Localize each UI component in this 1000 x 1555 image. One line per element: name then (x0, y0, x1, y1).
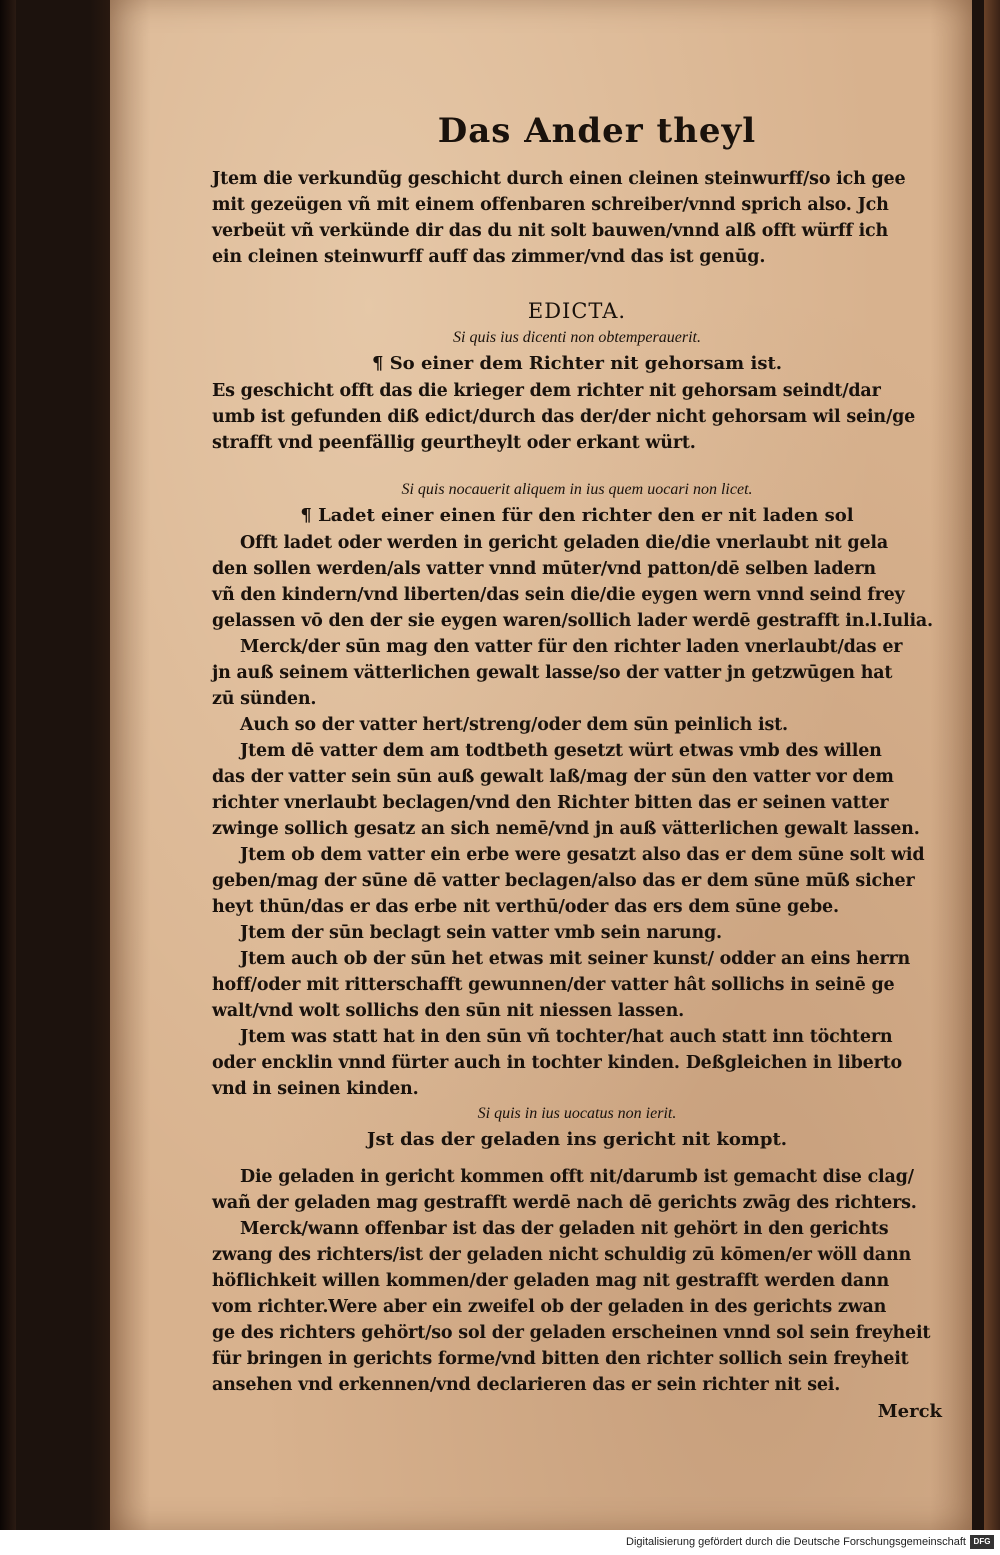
section-title: EDICTA. (527, 299, 627, 323)
footer-bar (0, 1530, 1000, 1555)
book-edge-right (984, 0, 1000, 1530)
text-line: Jtem der sūn beclagt sein vatter vmb sein narung. (240, 923, 722, 943)
book-edge-left (0, 0, 16, 1530)
text-line: heyt thūn/das er das erbe nit verthū/oder das ers dem sūne gebe. (212, 897, 839, 917)
text-line: Es geschicht offt das die krieger dem richter nit gehorsam seindt/dar (212, 381, 881, 401)
text-line: geben/mag der sūne dē vatter beclagen/also das er dem sūne mūß sicher (212, 871, 915, 891)
text-line: ge des richters gehört/so sol der geladen erscheinen vnnd sol sein freyheit (212, 1323, 931, 1343)
catchword: Merck (877, 1401, 942, 1422)
text-line: höflichkeit willen kommen/der geladen mag nit gestrafft werden dann (212, 1271, 890, 1291)
section-2-body (212, 530, 942, 1102)
section-1-body (212, 378, 942, 456)
text-line: Jtem ob dem vatter ein erbe were gesatzt also das er dem sūne solt wid (240, 845, 925, 865)
text-line: Merck/der sūn mag den vatter für den richter laden vnerlaubt/das er (240, 637, 903, 657)
text-line: den sollen werden/als vatter vnnd mūter/vnd patton/dē selben ladern (212, 559, 876, 579)
text-line: vñ den kindern/vnd liberten/das sein die/die eygen wern vnnd seind frey (212, 585, 905, 605)
german-heading-2: ¶ Ladet einer einen für den richter den er nit laden sol (300, 505, 854, 526)
text-line: mit gezeügen vñ mit einem offenbaren schreiber/vnnd sprich also. Jch (212, 195, 889, 215)
text-line: ein cleinen steinwurff auff das zimmer/vnd das ist genūg. (212, 247, 766, 267)
spacer (212, 1154, 942, 1164)
text-line: umb ist gefunden diß edict/durch das der/der nicht gehorsam wil sein/ge (212, 407, 916, 427)
text-line: hoff/oder mit ritterschafft gewunnen/der vatter hât sollichs in seinē ge (212, 975, 895, 995)
spacer (212, 456, 942, 478)
text-line: zwang des richters/ist der geladen nicht schuldig zū kōmen/er wöll dann (212, 1245, 911, 1265)
text-line: für bringen in gerichts forme/vnd bitten den richter sollich sein freyheit (212, 1349, 909, 1369)
german-heading-1: ¶ So einer dem Richter nit gehorsam ist. (371, 353, 783, 374)
running-head: Das Ander theyl (437, 111, 757, 151)
text-line: gelassen vō den der sie eygen waren/sollich lader werdē gestrafft in.l.Iulia. (212, 611, 933, 631)
text-line: Jtem auch ob der sūn het etwas mit seiner kunst/ odder an eins herrn (240, 949, 911, 969)
text-line: Die geladen in gericht kommen offt nit/darumb ist gemacht dise clag/ (240, 1167, 914, 1187)
text-line: jn auß seinem vätterlichen gewalt lasse/so der vatter jn getzwūgen hat (212, 663, 893, 683)
page-text (212, 110, 942, 1426)
text-line: ansehen vnd erkennen/vnd declarieren das er sein richter nit sei. (212, 1375, 841, 1395)
text-line: Merck/wann offenbar ist das der geladen nit gehört in den gerichts (240, 1219, 889, 1239)
text-line: strafft vnd peenfällig geurtheylt oder erkant würt. (212, 433, 696, 453)
footer-credit: Digitalisierung gefördert durch die Deutsche Forschungsgemeinschaft (626, 1536, 966, 1548)
text-line: Jtem dē vatter dem am todtbeth gesetzt würt etwas vmb des willen (240, 741, 882, 761)
text-line: vnd in seinen kinden. (212, 1079, 419, 1099)
text-line: verbeüt vñ verkünde dir das du nit solt bauwen/vnnd alß offt würff ich (212, 221, 889, 241)
text-line: Jtem die verkundũg geschicht durch einen cleinen steinwurff/so ich gee (212, 169, 906, 189)
text-line: das der vatter sein sūn auß gewalt laß/mag der sūn den vatter vor dem (212, 767, 894, 787)
german-heading-3: Jst das der geladen ins gericht nit kompt. (366, 1129, 788, 1150)
latin-rubric-3: Si quis in ius uocatus non ierit. (477, 1105, 677, 1122)
text-line: Jtem was statt hat in den sūn vñ tochter/hat auch statt inn töchtern (240, 1027, 893, 1047)
text-line: walt/vnd wolt sollichs den sūn nit niessen lassen. (212, 1001, 685, 1021)
text-line: oder encklin vnnd fürter auch in tochter kinden. Deßgleichen in liberto (212, 1053, 902, 1073)
intro-paragraph (212, 166, 942, 270)
latin-rubric-1: Si quis ius dicenti non obtemperauerit. (453, 329, 701, 346)
text-line: richter vnerlaubt beclagen/vnd den Richter bitten das er seinen vatter (212, 793, 889, 813)
dfg-logo: DFG (970, 1535, 994, 1549)
text-line: Auch so der vatter hert/streng/oder dem sūn peinlich ist. (240, 715, 788, 735)
text-line: wañ der geladen mag gestrafft werdē nach dē gerichts zwāg des richters. (212, 1193, 917, 1213)
text-line: zū sünden. (212, 689, 317, 709)
latin-rubric-2: Si quis nocauerit aliquem in ius quem uocari non licet. (401, 481, 753, 498)
text-line: zwinge sollich gesatz an sich nemē/vnd jn auß vätterlichen gewalt lassen. (212, 819, 920, 839)
text-line: Offt ladet oder werden in gericht geladen die/die vnerlaubt nit gela (240, 533, 888, 553)
section-3-body (212, 1164, 942, 1398)
text-line: vom richter.Were aber ein zweifel ob der geladen in des gerichts zwan (212, 1297, 887, 1317)
